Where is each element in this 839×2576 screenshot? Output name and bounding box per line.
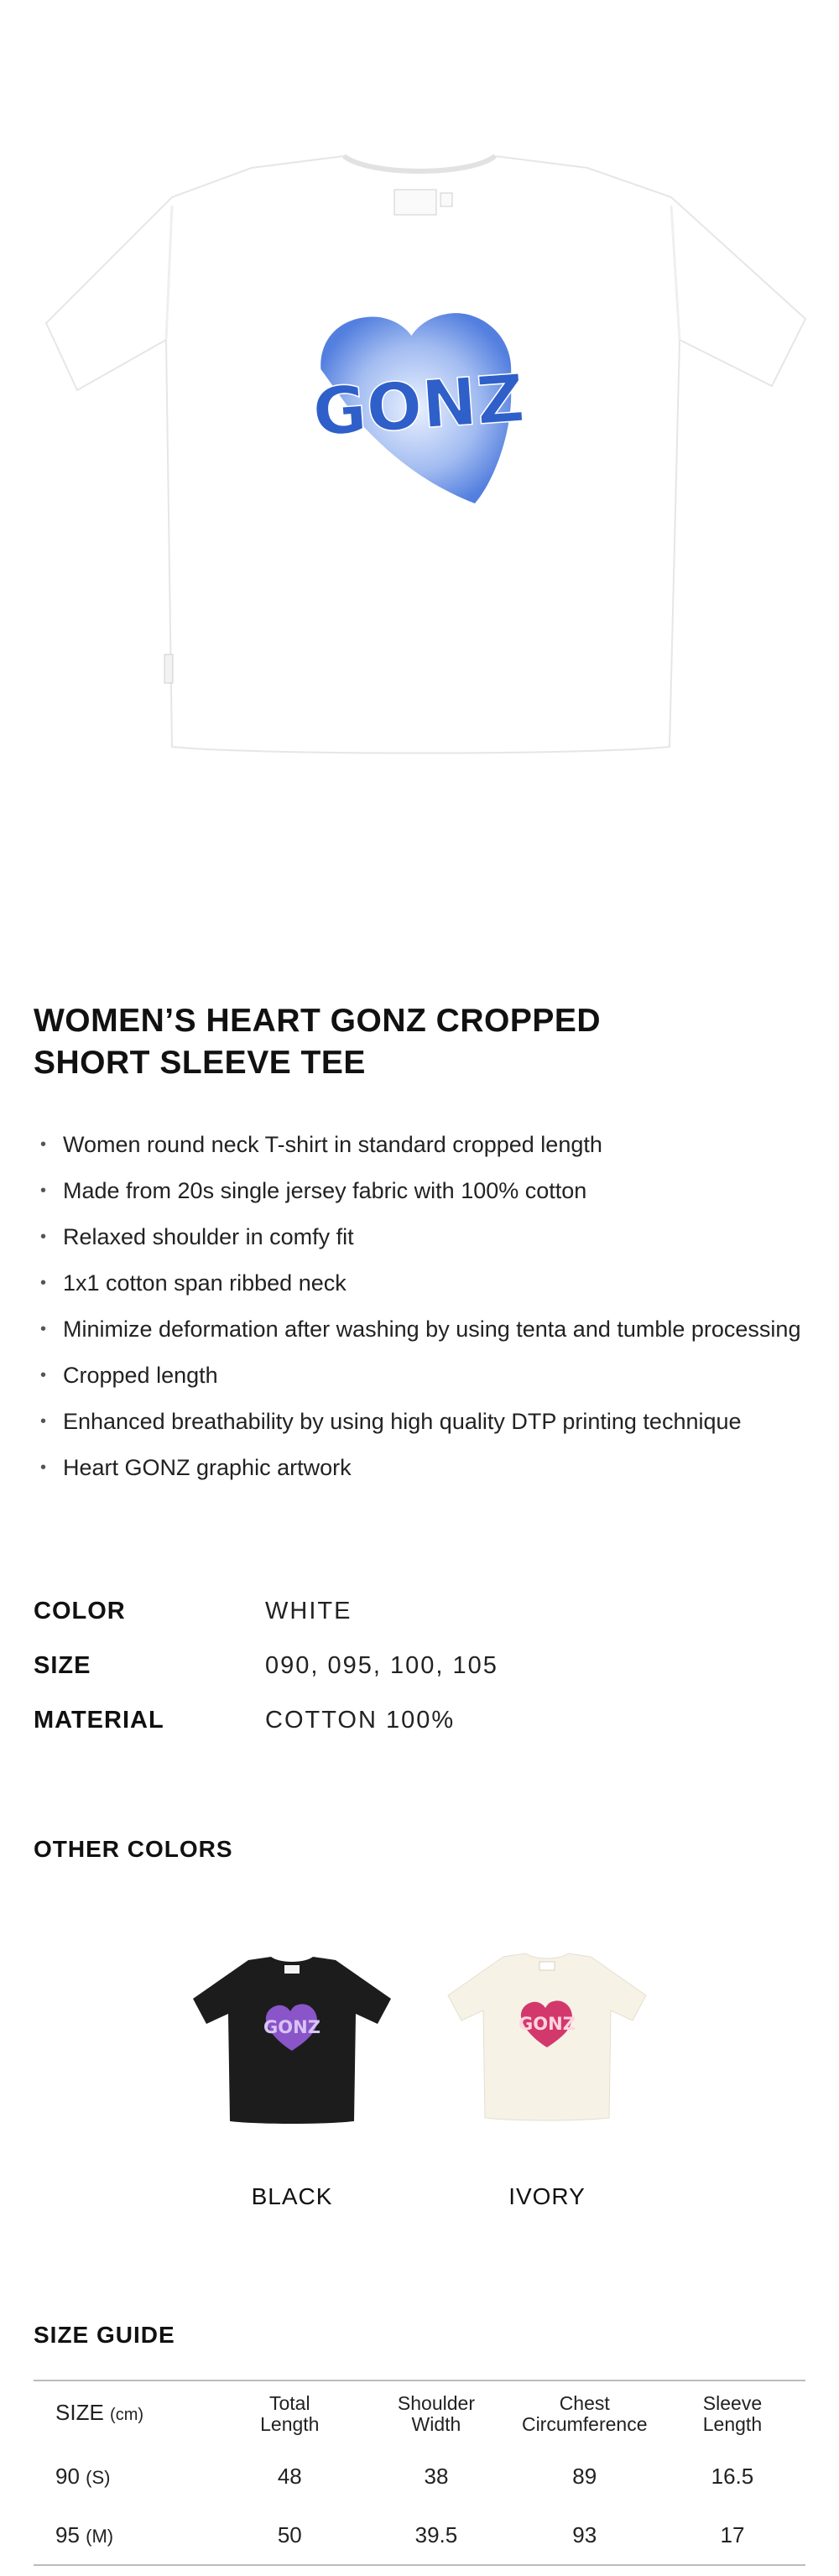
- other-colors-heading: OTHER COLORS: [34, 1836, 233, 1862]
- spec-row-size: [34, 1639, 789, 1693]
- table-cell: 38: [424, 2463, 449, 2489]
- color-swatch-ivory[interactable]: [446, 1943, 648, 2136]
- color-swatch-black[interactable]: [191, 1947, 393, 2140]
- size-guide-heading: SIZE GUIDE: [34, 2322, 175, 2348]
- bullet-icon: •: [40, 1366, 47, 1384]
- spec-value: 090, 095, 100, 105: [265, 1652, 498, 1679]
- product-title-line-2: SHORT SLEEVE TEE: [34, 1045, 366, 1081]
- feature-item: • Relaxed shoulder in comfy fit: [34, 1214, 822, 1260]
- spec-table: [34, 1584, 789, 1748]
- table-row: [34, 2447, 805, 2506]
- column-header-sleeve-length: Sleeve Length: [702, 2392, 763, 2435]
- color-label-ivory[interactable]: IVORY: [508, 2183, 586, 2209]
- product-title: [34, 1000, 805, 1084]
- product-title-line-1: WOMEN’S HEART GONZ CROPPED: [34, 1003, 602, 1039]
- column-header-shoulder-width: Shoulder Width: [397, 2392, 475, 2435]
- size-column-header: SIZE (cm): [55, 2400, 144, 2425]
- table-cell: 16.5: [711, 2463, 754, 2489]
- size-guide-table: [34, 2380, 805, 2566]
- feature-item: • Minimize deformation after washing by using tenta and tumble processing: [34, 1306, 822, 1353]
- bullet-icon: •: [40, 1228, 47, 1246]
- bullet-icon: •: [40, 1412, 47, 1431]
- table-cell: 89: [572, 2463, 597, 2489]
- column-header-chest-circumference: Chest Circumference: [521, 2392, 648, 2435]
- table-cell: 48: [277, 2463, 302, 2489]
- feature-list: [34, 1122, 822, 1491]
- spec-row-color: [34, 1584, 789, 1639]
- size-cell: 90 (S): [55, 2463, 111, 2489]
- spec-row-material: [34, 1693, 789, 1748]
- spec-key: SIZE: [34, 1652, 91, 1679]
- table-cell: 50: [277, 2521, 302, 2547]
- table-row: [34, 2506, 805, 2565]
- svg-text:GONZ: GONZ: [310, 361, 527, 451]
- size-cell: 95 (M): [55, 2521, 114, 2547]
- feature-item: • Heart GONZ graphic artwork: [34, 1445, 822, 1491]
- bullet-icon: •: [40, 1458, 47, 1477]
- spec-value: WHITE: [265, 1598, 352, 1624]
- bullet-icon: •: [40, 1135, 47, 1154]
- ivory-tshirt-thumbnail: [446, 1943, 648, 2136]
- feature-item: • Made from 20s single jersey fabric with 100% cotton: [34, 1168, 822, 1214]
- svg-text:GONZ: GONZ: [263, 2017, 320, 2037]
- product-hero-image: [0, 0, 839, 923]
- table-cell: 17: [720, 2521, 745, 2547]
- black-tshirt-thumbnail: [191, 1947, 393, 2140]
- spec-key: COLOR: [34, 1598, 126, 1624]
- bullet-icon: •: [40, 1320, 47, 1338]
- feature-item: • Cropped length: [34, 1353, 822, 1399]
- bullet-icon: •: [40, 1181, 47, 1200]
- feature-item: • Women round neck T-shirt in standard cropped length: [34, 1122, 822, 1168]
- column-header-total-length: Total Length: [260, 2392, 320, 2435]
- size-table-header: [34, 2380, 805, 2447]
- spec-value: COTTON 100%: [265, 1707, 456, 1734]
- feature-item: • Enhanced breathability by using high quality DTP printing technique: [34, 1399, 822, 1445]
- table-cell: 39.5: [414, 2521, 458, 2547]
- color-label-black[interactable]: BLACK: [251, 2183, 333, 2209]
- feature-item: • 1x1 cotton span ribbed neck: [34, 1260, 822, 1306]
- white-tshirt-illustration: [0, 0, 839, 923]
- spec-key: MATERIAL: [34, 1707, 164, 1734]
- table-cell: 93: [572, 2521, 597, 2547]
- bullet-icon: •: [40, 1274, 47, 1292]
- svg-text:GONZ: GONZ: [519, 2014, 576, 2034]
